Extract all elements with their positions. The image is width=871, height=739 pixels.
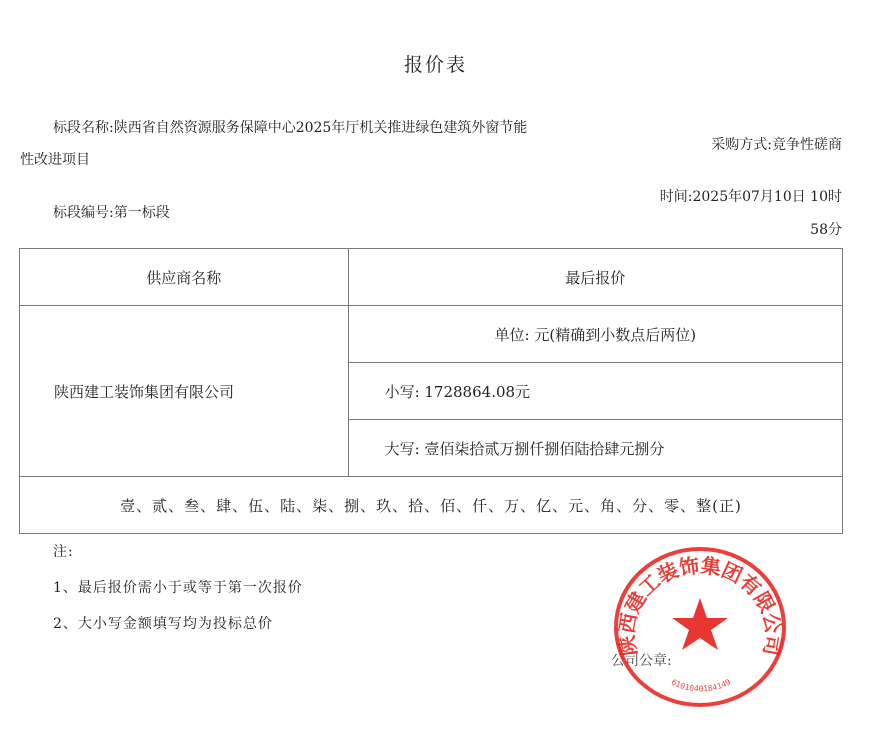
header-final-price: 最后报价	[348, 249, 842, 306]
page-title: 报价表	[403, 54, 467, 76]
procurement-method: 采购方式:竞争性磋商	[711, 137, 842, 153]
amount-small: 小写: 1728864.08元	[348, 363, 842, 420]
seal-company-text: 陕西建工装饰集团有限公司	[614, 553, 786, 658]
project-name-line2: 性改进项目	[20, 152, 90, 168]
time-line2: 58分	[810, 222, 842, 238]
supplier-name: 陕西建工装饰集团有限公司	[20, 306, 349, 477]
table-row-reference	[20, 477, 843, 534]
quote-table	[19, 248, 843, 534]
capital-chars-reference: 壹、贰、叁、肆、伍、陆、柒、捌、玖、拾、佰、仟、万、亿、元、角、分、零、整(正)	[20, 477, 843, 534]
unit-note: 单位: 元(精确到小数点后两位)	[348, 306, 842, 363]
project-name-line1: 标段名称:陕西省自然资源服务保障中心2025年厅机关推进绿色建筑外窗节能	[53, 120, 528, 136]
seal-label: 公司公章:	[611, 653, 672, 669]
header-supplier: 供应商名称	[20, 249, 349, 306]
seal-serial-number: 6101040184149	[669, 677, 733, 694]
table-header-row	[20, 249, 843, 306]
table-row-unit	[20, 306, 843, 363]
notes-heading: 注:	[53, 544, 74, 560]
seal-star-icon	[672, 598, 728, 650]
bid-number: 标段编号:第一标段	[53, 205, 170, 221]
note-item-1: 1、最后报价需小于或等于第一次报价	[53, 580, 303, 596]
time-line1: 时间:2025年07月10日 10时	[659, 189, 842, 205]
note-item-2: 2、大小写金额填写均为投标总价	[53, 616, 273, 632]
amount-capital: 大写: 壹佰柒拾贰万捌仟捌佰陆拾肆元捌分	[348, 420, 842, 477]
company-seal	[612, 546, 788, 708]
